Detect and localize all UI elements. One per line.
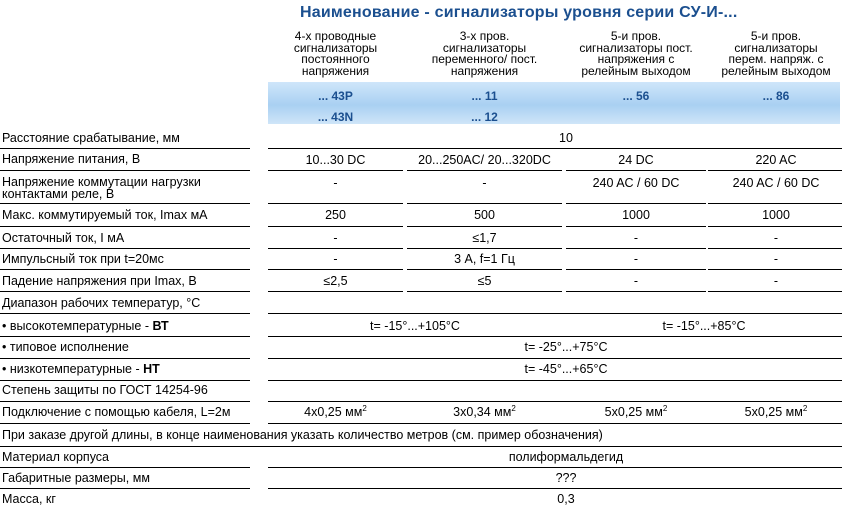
column-header-line: сигнализаторы: [734, 40, 818, 55]
row-divider: [268, 313, 842, 314]
row-divider: [268, 148, 842, 149]
value-temp-typical: t= -25°...+75°С: [524, 340, 608, 354]
row-label-code: ВТ: [152, 319, 169, 333]
value-switching-1: -: [333, 176, 338, 190]
column-header-line: 3-х пров.: [459, 29, 510, 43]
value-pulse-1: -: [333, 252, 338, 266]
value-drop-4: -: [773, 274, 779, 288]
column-header-line: сигнализаторы: [293, 40, 378, 55]
row-divider: [566, 170, 706, 171]
value-cable-2: [407, 405, 562, 419]
row-label-temp-ht: [2, 320, 169, 332]
unit-superscript: 2: [511, 404, 516, 413]
column-header-2: [407, 31, 562, 80]
row-label-code: НТ: [143, 362, 160, 376]
value-cable-4: [708, 405, 844, 419]
row-divider: [268, 203, 403, 204]
row-label-line: Напряжение коммутации нагрузки: [2, 175, 201, 189]
value-switching-3: 240 AC / 60 DC: [592, 176, 680, 190]
value-cable-3: [566, 405, 706, 419]
value-drop-2: ≤5: [477, 274, 492, 288]
row-label-protection: Степень защиты по ГОСТ 14254-96: [2, 383, 208, 397]
row-divider: [708, 248, 842, 249]
value-residual-2: ≤1,7: [472, 231, 497, 245]
column-header-line: напряжения: [450, 63, 519, 78]
row-divider: [407, 248, 562, 249]
row-divider: [407, 170, 562, 171]
row-divider: [0, 148, 250, 149]
value-pulse-4: -: [773, 252, 779, 266]
column-header-line: 4-х проводные: [294, 29, 377, 43]
value-residual-1: -: [333, 231, 338, 245]
value-pulse-2: 3 А, f=1 Гц: [454, 252, 515, 266]
column-header-line: сигнализаторы пост.: [579, 40, 693, 55]
value-drop-1: ≤2,5: [323, 274, 348, 288]
row-label-pulse: Импульсный ток при t=20мс: [2, 252, 164, 266]
cable-value-text: 4x0,25 мм: [304, 405, 363, 419]
row-label-imax: Макс. коммутируемый ток, Imax мА: [2, 208, 208, 222]
model-code-11: ... 11: [471, 89, 498, 103]
row-divider: [268, 291, 403, 292]
row-label-temp-nt: [2, 363, 160, 375]
column-header-1: [268, 31, 403, 80]
row-divider: [407, 269, 562, 270]
row-divider: [268, 336, 842, 337]
row-divider: [0, 248, 250, 249]
order-note: При заказе другой длины, в конце наименования указать количество метров (см. пример обозначения): [2, 428, 603, 442]
row-divider: [708, 226, 842, 227]
value-residual-3: -: [633, 231, 639, 245]
model-code-43p: ... 43P: [318, 89, 353, 103]
row-divider: [0, 269, 250, 270]
value-dims: ???: [555, 471, 577, 485]
column-header-line: 5-и пров.: [610, 29, 662, 43]
column-header-line: напряжения: [301, 63, 370, 78]
row-label-text: • высокотемпературные -: [2, 319, 153, 333]
row-divider: [407, 226, 562, 227]
value-temp-ht-left: t= -15°...+105°С: [370, 319, 460, 333]
value-switching-4: 240 AC / 60 DC: [732, 176, 820, 190]
row-divider: [0, 401, 250, 402]
model-code-86: ... 86: [762, 89, 790, 103]
model-code-12: ... 12: [471, 110, 498, 124]
row-divider: [0, 446, 842, 447]
value-supply-1: 10...30 DC: [305, 153, 366, 167]
row-divider: [708, 203, 842, 204]
row-divider: [0, 226, 250, 227]
row-divider: [0, 313, 250, 314]
value-distance: 10: [559, 131, 573, 145]
row-divider: [268, 467, 842, 468]
row-label-residual: Остаточный ток, I мА: [2, 231, 125, 245]
row-divider: [0, 203, 250, 204]
cable-value-text: 5x0,25 мм: [604, 405, 663, 419]
value-temp-ht-right: t= -15°...+85°С: [662, 319, 746, 333]
column-header-line: релейным выходом: [581, 63, 691, 78]
value-cable-1: [268, 405, 403, 419]
row-divider: [708, 269, 842, 270]
column-header-3: [566, 31, 706, 80]
row-label-temp-typical: • типовое исполнение: [2, 340, 129, 354]
value-imax-4: 1000: [762, 208, 790, 222]
row-label-drop: Падение напряжения при Imax, В: [2, 274, 197, 288]
row-divider: [268, 269, 403, 270]
row-divider: [708, 291, 842, 292]
row-divider: [0, 423, 250, 424]
row-divider: [407, 203, 562, 204]
value-mass: 0,3: [557, 492, 575, 506]
unit-superscript: 2: [802, 404, 808, 413]
value-imax-1: 250: [325, 208, 346, 222]
row-divider: [0, 336, 250, 337]
row-label-distance: Расстояние срабатывание, мм: [2, 131, 180, 145]
row-divider: [268, 226, 403, 227]
row-divider: [0, 358, 250, 359]
row-divider: [268, 380, 842, 381]
model-code-56: ... 56: [622, 89, 650, 103]
row-divider: [708, 170, 842, 171]
row-divider: [0, 291, 250, 292]
row-divider: [566, 291, 706, 292]
model-code-43n: ... 43N: [317, 110, 354, 124]
value-supply-4: 220 AC: [755, 153, 797, 167]
row-label-dims: Габаритные размеры, мм: [2, 471, 150, 485]
value-drop-3: -: [633, 274, 639, 288]
row-divider: [0, 380, 250, 381]
unit-superscript: 2: [662, 404, 668, 413]
column-header-line: релейным выходом: [721, 63, 831, 78]
column-header-line: постоянного: [301, 52, 370, 66]
column-header-line: перем. напряж. с: [728, 52, 824, 66]
row-divider: [268, 423, 842, 424]
row-label-housing: Материал корпуса: [2, 450, 110, 464]
table-title: Наименование - сигнализаторы уровня серии СУ-И-...: [300, 4, 738, 21]
column-header-line: переменного/ пост.: [431, 52, 538, 66]
row-divider: [566, 248, 706, 249]
value-housing: полиформальдегид: [508, 450, 624, 464]
row-divider: [268, 248, 403, 249]
value-switching-2: -: [482, 176, 487, 190]
row-divider: [0, 467, 250, 468]
value-imax-3: 1000: [622, 208, 650, 222]
column-header-line: напряжения с: [597, 52, 675, 66]
row-label-text: • низкотемпературные -: [2, 362, 144, 376]
row-label-supply: Напряжение питания, В: [2, 152, 141, 166]
cable-value-text: 3x0,34 мм: [453, 405, 512, 419]
row-divider: [0, 170, 250, 171]
row-divider: [566, 203, 706, 204]
row-label-switching: [2, 176, 201, 200]
cable-value-text: 5x0,25 мм: [744, 405, 803, 419]
row-divider: [0, 488, 250, 489]
row-label-temp-range: Диапазон рабочих температур, °С: [2, 296, 201, 310]
value-supply-3: 24 DC: [618, 153, 654, 167]
row-label-line: контактами реле, В: [2, 187, 115, 201]
column-header-line: сигнализаторы: [442, 40, 527, 55]
row-divider: [268, 170, 403, 171]
row-label-mass: Масса, кг: [2, 492, 56, 506]
value-pulse-3: -: [633, 252, 639, 266]
row-divider: [268, 358, 842, 359]
row-divider: [407, 291, 562, 292]
value-imax-2: 500: [474, 208, 495, 222]
row-divider: [566, 269, 706, 270]
column-header-line: 5-и пров.: [750, 29, 802, 43]
row-divider: [268, 401, 842, 402]
unit-superscript: 2: [362, 404, 367, 413]
value-residual-4: -: [773, 231, 779, 245]
value-supply-2: 20...250AC/ 20...320DC: [418, 153, 551, 167]
column-header-4: [708, 31, 844, 80]
row-divider: [268, 488, 842, 489]
value-temp-nt: t= -45°...+65°С: [524, 362, 608, 376]
row-label-cable: Подключение с помощью кабеля, L=2м: [2, 405, 231, 419]
row-divider: [566, 226, 706, 227]
